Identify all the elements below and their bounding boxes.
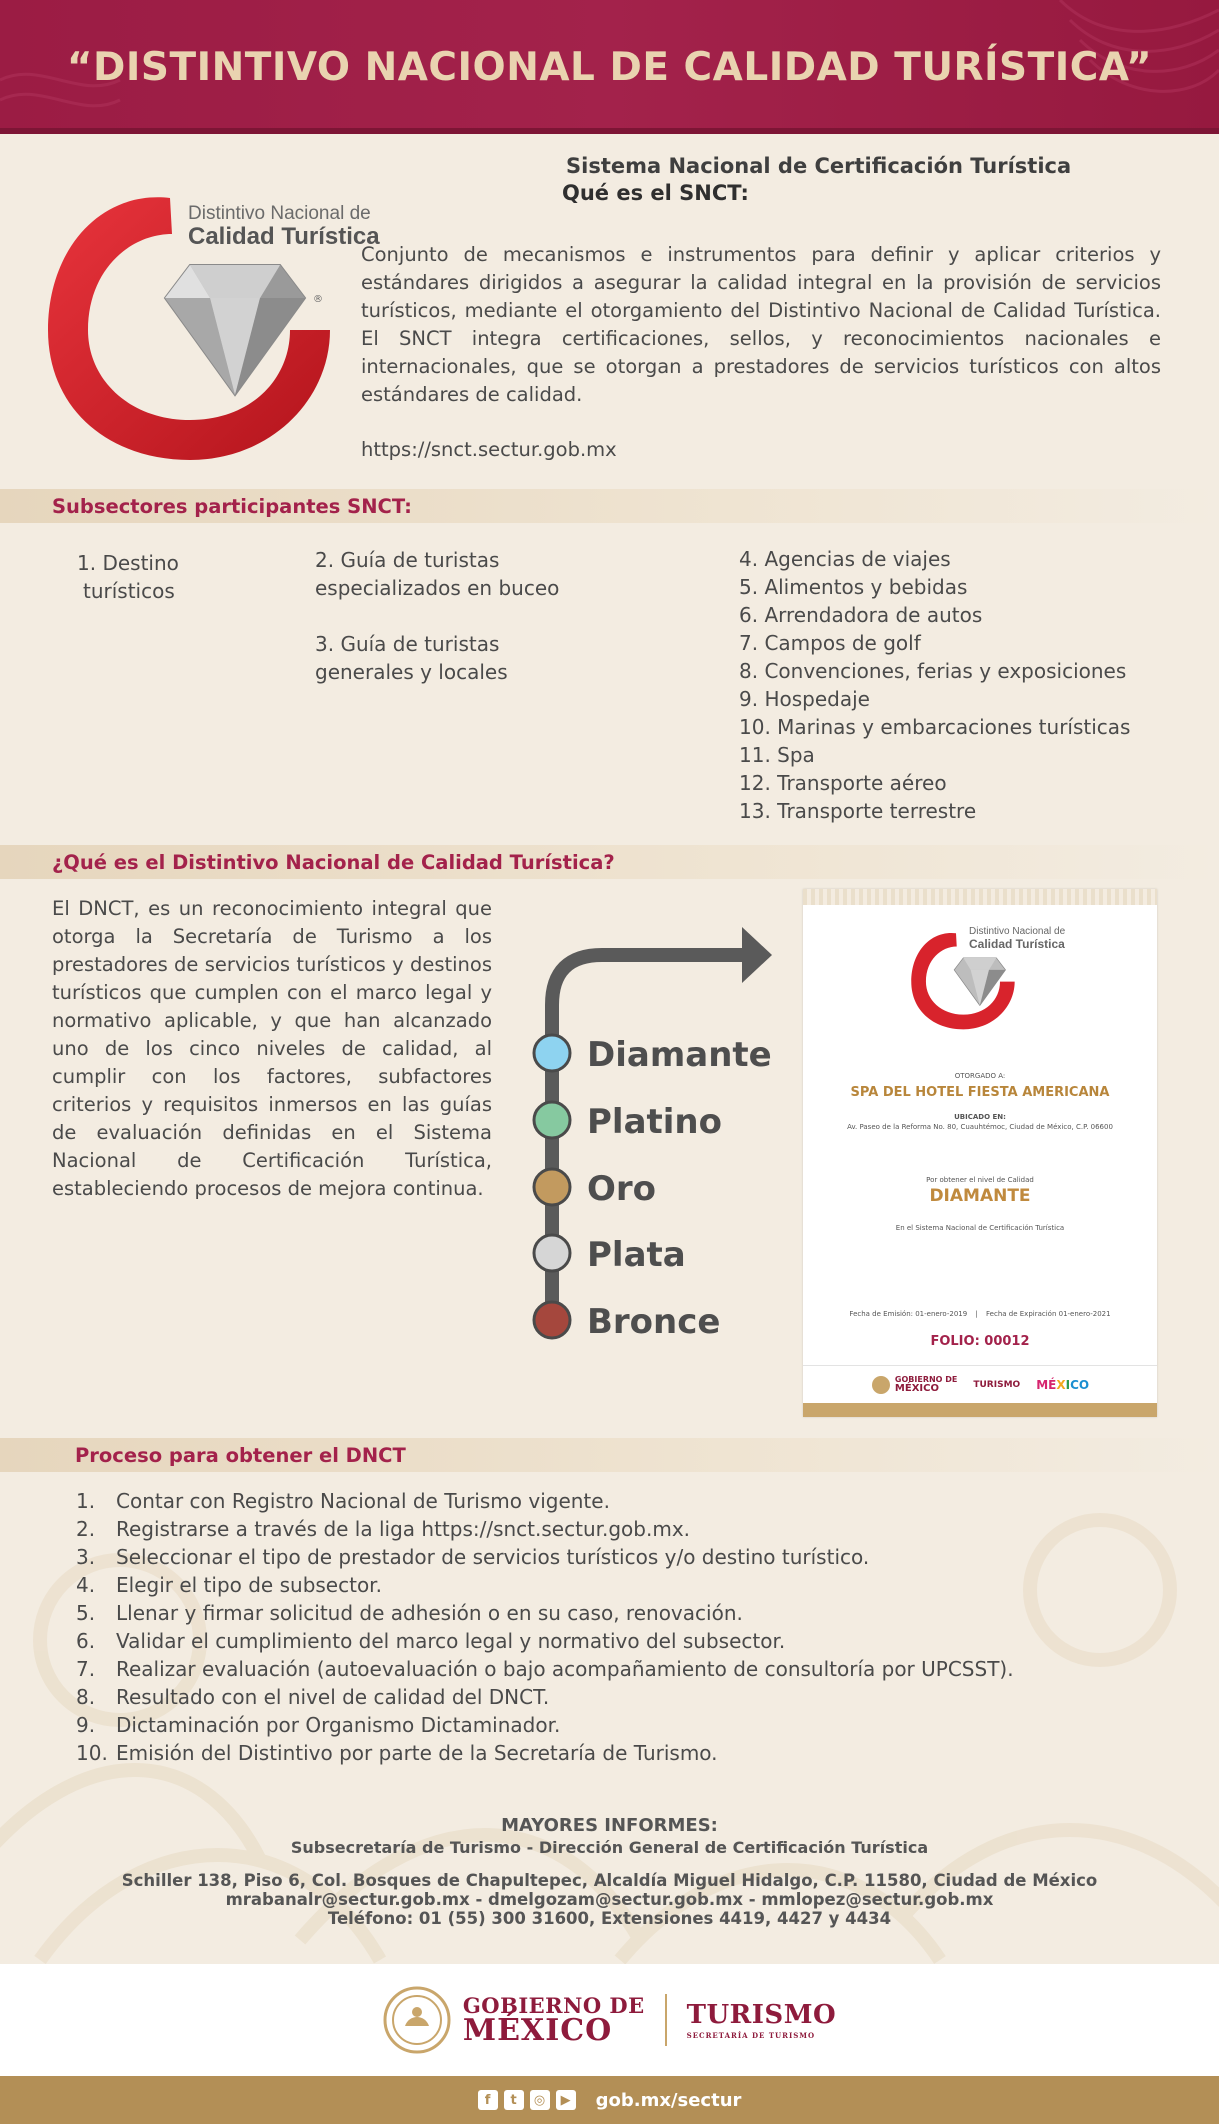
snct-title: Sistema Nacional de Certificación Turística <box>566 154 1072 178</box>
certificate-turismo: TURISMO <box>973 1379 1021 1390</box>
list-item <box>76 1739 1014 1767</box>
proceso-heading-bar <box>0 1438 1219 1472</box>
proceso-heading: Proceso para obtener el DNCT <box>75 1443 406 1467</box>
list-item: 12. Transporte aéreo <box>739 771 947 795</box>
instagram-icon[interactable]: ◎ <box>530 2090 550 2110</box>
subsectores-heading: Subsectores participantes SNCT: <box>52 494 412 518</box>
certificate-dates <box>803 1310 1157 1318</box>
footer-divider <box>665 1994 667 2046</box>
gobierno-text <box>462 1992 645 2048</box>
step-number: 9. <box>76 1713 96 1737</box>
list-item: 3. Guía de turistas <box>315 632 500 656</box>
logo-line1: Distintivo Nacional de <box>188 203 371 224</box>
step-number: 3. <box>76 1545 96 1569</box>
certificate-logo-line2: Calidad Turística <box>969 936 1065 951</box>
certificate-footer <box>803 1365 1157 1403</box>
step-text: Validar el cumplimiento del marco legal y normativo del subsector. <box>116 1629 786 1653</box>
gobierno-line2: MÉXICO <box>462 2012 613 2048</box>
sample-certificate <box>803 889 1157 1417</box>
gobierno-logo <box>383 1986 645 2054</box>
certificate-gob-line2: MÉXICO <box>894 1382 939 1394</box>
footer-social-bar <box>0 2076 1219 2124</box>
gobierno-line1: GOBIERNO DE <box>462 1992 645 2018</box>
step-text: Seleccionar el tipo de prestador de servicios turísticos y/o destino turístico. <box>116 1545 870 1569</box>
step-number: 6. <box>76 1629 96 1653</box>
list-item: 9. Hospedaje <box>739 687 870 711</box>
contact-title: MAYORES INFORMES: <box>501 1815 718 1836</box>
level-dot-diamante <box>530 1031 574 1075</box>
footer-url[interactable]: gob.mx/sectur <box>595 2089 742 2111</box>
certificate-logo-text <box>969 927 1089 950</box>
contact-info <box>0 1815 1219 1928</box>
contact-emails[interactable]: mrabanalr@sectur.gob.mx - dmelgozam@sectur.gob.mx - mmlopez@sectur.gob.mx <box>225 1890 994 1909</box>
list-item <box>76 1599 1014 1627</box>
level-dot-platino <box>530 1098 574 1142</box>
logo-line2: Calidad Turística <box>188 222 380 250</box>
list-item <box>76 1627 1014 1655</box>
level-dot-bronce <box>530 1298 574 1342</box>
twitter-icon[interactable]: t <box>504 2090 524 2110</box>
step-number: 2. <box>76 1517 96 1541</box>
step-text: Resultado con el nivel de calidad del DNCT. <box>116 1685 550 1709</box>
level-plata: Plata <box>587 1235 686 1275</box>
step-number: 10. <box>76 1741 108 1765</box>
subsector-col3 <box>739 545 1130 825</box>
youtube-icon[interactable]: ▶ <box>556 2090 576 2110</box>
subsectores-heading-bar <box>0 489 1219 523</box>
certificate-address: Av. Paseo de la Reforma No. 80, Cuauhtémoc, Ciudad de México, C.P. 06600 <box>847 1123 1113 1131</box>
step-text: Contar con Registro Nacional de Turismo vigente. <box>116 1489 610 1513</box>
contact-address: Schiller 138, Piso 6, Col. Bosques de Chapultepec, Alcaldía Miguel Hidalgo, C.P. 11580, Ciudad de México <box>121 1871 1098 1890</box>
certificate-mexico-brand: MÉXICO <box>1036 1377 1090 1392</box>
certificate-folio: FOLIO: 00012 <box>930 1334 1030 1349</box>
step-number: 5. <box>76 1601 96 1625</box>
intro-section <box>0 140 1219 485</box>
level-diamante: Diamante <box>587 1035 772 1075</box>
list-item: 13. Transporte terrestre <box>739 799 977 823</box>
list-item <box>76 1655 1014 1683</box>
step-text: Dictaminación por Organismo Dictaminador. <box>116 1713 561 1737</box>
list-item: 6. Arrendadora de autos <box>739 603 983 627</box>
certificate-otorgado: OTORGADO A: <box>954 1072 1006 1080</box>
certificate-bottom-border <box>803 1403 1157 1417</box>
list-item: 10. Marinas y embarcaciones turísticas <box>739 715 1131 739</box>
list-item <box>76 1683 1014 1711</box>
seal-icon <box>871 1375 891 1395</box>
list-item <box>76 1515 1014 1543</box>
level-oro: Oro <box>587 1169 657 1209</box>
step-text: Llenar y firmar solicitud de adhesión o en su caso, renovación. <box>116 1601 743 1625</box>
certificate-top-border <box>803 889 1157 905</box>
turismo-logo <box>686 1999 837 2040</box>
level-dot-oro <box>530 1165 574 1209</box>
certificate-gob-line1: GOBIERNO DE <box>894 1374 958 1384</box>
certificate-level: DIAMANTE <box>929 1186 1031 1206</box>
step-number: 4. <box>76 1573 96 1597</box>
list-item: 2. Guía de turistas <box>315 548 500 572</box>
list-item: 11. Spa <box>739 743 815 767</box>
list-item: 4. Agencias de viajes <box>739 547 951 571</box>
proceso-steps <box>76 1487 1014 1767</box>
step-number: 1. <box>76 1489 96 1513</box>
certificate-fecha-expiracion: Fecha de Expiración 01-enero-2021 <box>986 1310 1111 1318</box>
certificate-gob-logo <box>871 1375 957 1395</box>
dnct-heading-bar <box>0 845 1219 879</box>
list-item <box>76 1571 1014 1599</box>
certificate-sistema: En el Sistema Nacional de Certificación Turística <box>895 1224 1065 1232</box>
list-item: 1. Destino <box>77 551 179 575</box>
social-icons <box>478 2090 576 2110</box>
level-bronce: Bronce <box>587 1302 721 1342</box>
level-platino: Platino <box>587 1102 722 1142</box>
snct-url[interactable]: https://snct.sectur.gob.mx <box>361 438 617 461</box>
subsector-col2a <box>315 546 559 602</box>
level-dot-plata <box>530 1231 574 1275</box>
subsector-col2b <box>315 630 508 686</box>
list-item: especializados en buceo <box>315 576 560 600</box>
step-number: 8. <box>76 1685 96 1709</box>
certificate-por-obtener: Por obtener el nivel de Calidad <box>926 1176 1034 1184</box>
certificate-fecha-emision: Fecha de Emisión: 01-enero-2019 <box>849 1310 968 1318</box>
snct-description: Conjunto de mecanismos e instrumentos para definir y aplicar criterios y estándares dirigidos a asegurar la calidad integral en la provisión de servicios turísticos, mediante el otorgamiento del Distintivo Nacional de Calidad Turística. El SNCT integra certificaciones, sellos, y reconocimientos nacionales e internacionales, que se otorgan a prestadores de servicios turísticos con altos estándares de calidad. <box>361 243 1161 406</box>
secretaria-label: SECRETARÍA DE TURISMO <box>686 2030 816 2040</box>
list-item: 8. Convenciones, ferias y exposiciones <box>739 659 1127 683</box>
list-item: 7. Campos de golf <box>739 631 921 655</box>
list-item: 5. Alimentos y bebidas <box>739 575 968 599</box>
svg-text:®: ® <box>313 294 323 305</box>
certificate-ubicado: UBICADO EN: <box>954 1113 1006 1121</box>
footer-logos <box>0 1964 1219 2076</box>
turismo-label: TURISMO <box>686 1999 837 2030</box>
certificate-awardee: SPA DEL HOTEL FIESTA AMERICANA <box>850 1085 1110 1100</box>
facebook-icon[interactable]: f <box>478 2090 498 2110</box>
step-number: 7. <box>76 1657 96 1681</box>
dnct-logo <box>40 170 380 470</box>
step-text: Realizar evaluación (autoevaluación o bajo acompañamiento de consultoría por UPCSST). <box>116 1657 1014 1681</box>
dnct-heading: ¿Qué es el Distintivo Nacional de Calidad Turística? <box>52 850 615 874</box>
step-text: Elegir el tipo de subsector. <box>116 1573 382 1597</box>
seal-icon <box>383 1986 451 2054</box>
certificate-logo-line1: Distintivo Nacional de <box>969 926 1066 937</box>
page-title: “DISTINTIVO NACIONAL DE CALIDAD TURÍSTICA” <box>66 44 1153 90</box>
contact-phone: Teléfono: 01 (55) 300 31600, Extensiones 4419, 4427 y 4434 <box>327 1909 892 1928</box>
snct-subtitle: Qué es el SNCT: <box>562 181 749 205</box>
list-item <box>76 1711 1014 1739</box>
list-item <box>76 1543 1014 1571</box>
step-text: Registrarse a través de la liga https://snct.sectur.gob.mx. <box>116 1517 691 1541</box>
certificate-date-separator: | <box>975 1310 978 1318</box>
page-header <box>0 0 1219 134</box>
list-item: generales y locales <box>315 660 508 684</box>
step-text: Emisión del Distintivo por parte de la Secretaría de Turismo. <box>116 1741 718 1765</box>
certificate-gob-text <box>895 1376 957 1394</box>
contact-subtitle: Subsecretaría de Turismo - Dirección General de Certificación Turística <box>290 1838 929 1857</box>
list-item <box>76 1487 1014 1515</box>
dnct-description: El DNCT, es un reconocimiento integral que otorga la Secretaría de Turismo a los prestadores de servicios turísticos y destinos turísticos que cumplen con el marco legal y normativo aplicable, y que han alcanzado uno de los cinco niveles de calidad, al cumplir con los factores, subfactores criterios y requisitos inmersos en las guías de evaluación definidas en el Sistema Nacional de Certificación Turística, estableciendo procesos de mejora continua. <box>52 897 492 1200</box>
subsector-col1 <box>77 549 179 605</box>
quality-levels <box>520 925 810 1355</box>
list-item: turísticos <box>83 579 175 603</box>
